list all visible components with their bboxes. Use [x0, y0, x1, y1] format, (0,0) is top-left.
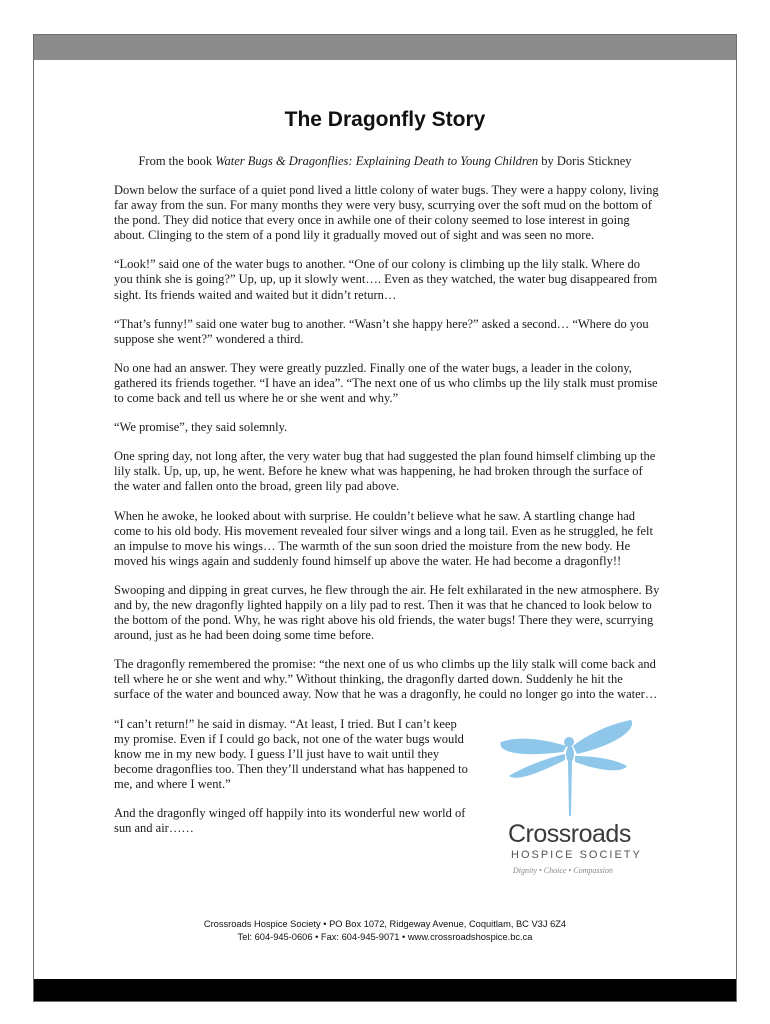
header-bar: [34, 35, 736, 60]
paragraph-2: “Look!” said one of the water bugs to another. “One of our colony is climbing up the lily stalk. Where do you think she is going?” Up, up, up it slowly went…. Even as they watched, the water bug disappeared from sight. Its friends waited and waited but it didn’t return…: [114, 257, 658, 302]
logo-tagline: Dignity • Choice • Compassion: [513, 866, 613, 875]
intro-suffix: by Doris Stickney: [538, 154, 632, 168]
footer: [0, 918, 770, 944]
logo-name: Crossroads: [508, 820, 631, 848]
paragraph-3: “That’s funny!” said one water bug to another. “Wasn’t she happy here?” asked a second… “Where do you suppose she went?” wondered a third.: [114, 316, 649, 346]
paragraph-8: Swooping and dipping in great curves, he flew through the air. He felt exhilarated in the new atmosphere. By and by, the new dragonfly lighted happily on a lily pad to rest. Then it was that he chanced to look below to the bottom of the pond. Why, he was right above his old friends, the water bugs! There they were, scurrying around, just as he had been doing some time before.: [114, 582, 660, 643]
logo-subtitle: HOSPICE SOCIETY: [511, 849, 642, 861]
book-title: Water Bugs & Dragonflies: Explaining Death to Young Children: [215, 154, 539, 168]
paragraph-9: The dragonfly remembered the promise: “the next one of us who climbs up the lily stalk will come back and tell where he or she went and why.” Without thinking, the dragonfly darted down. Suddenly he hit the surface of the water and bounced away. Now that he was a dragonfly, he could no longer go into the water…: [114, 657, 658, 702]
footer-contact: Tel: 604-945-0606 • Fax: 604-945-9071 • www.crossroadshospice.bc.ca: [237, 932, 533, 942]
intro-prefix: From the book: [138, 154, 216, 168]
paragraph-7: When he awoke, he looked about with surprise. He couldn’t believe what he saw. A startling change had come to his old body. His movement revealed four silver wings and a long tail. Even as he struggled, he felt an impulse to move his wings… The warmth of the sun soon dried the moisture from the new body. He moved his wings again and suddenly found himself up above the water. He had become a dragonfly!!: [114, 508, 653, 568]
paragraph-4: No one had an answer. They were greatly puzzled. Finally one of the water bugs, a leader in the colony, gathered its friends together. “I have an idea”. “The next one of us who climbs up the lily stalk must promise to come back and tell us where he or she went and why.”: [114, 360, 658, 406]
footer-address: Crossroads Hospice Society • PO Box 1072, Ridgeway Avenue, Coquitlam, BC V3J 6Z4: [203, 919, 567, 929]
paragraph-10: “I can’t return!” he said in dismay. “At least, I tried. But I can’t keep my promise. Even if I could go back, not one of the water bugs would know me in my new body. I guess I’ll just have to wait until they become dragonflies too. Then they’ll understand what has happened to me, and where I went.”: [114, 716, 468, 791]
page-title: The Dragonfly Story: [284, 108, 486, 131]
paragraph-5: “We promise”, they said solemnly.: [114, 420, 288, 435]
dragonfly-icon: [493, 716, 643, 820]
paragraph-1: Down below the surface of a quiet pond lived a little colony of water bugs. They were a happy colony, living far away from the sun. For many months they were very busy, scurrying over the soft mud on the bottom of the pond. They did notice that every once in awhile one of their colony seemed to lose interest in going about. Clinging to the stem of a pond lily it gradually moved out of sight and was seen no more.: [114, 183, 659, 243]
paragraph-11: And the dragonfly winged off happily into its wonderful new world of sun and air……: [114, 806, 466, 836]
intro-line: [0, 154, 770, 169]
crossroads-logo: [493, 716, 643, 886]
paragraph-6: One spring day, not long after, the very water bug that had suggested the plan found himself climbing up the lily stalk. Up, up, up, he went. Before he knew what was happening, he had broken through the surface of the water and fallen onto the broad, green lily pad above.: [114, 449, 656, 494]
footer-bar: [34, 979, 736, 1001]
